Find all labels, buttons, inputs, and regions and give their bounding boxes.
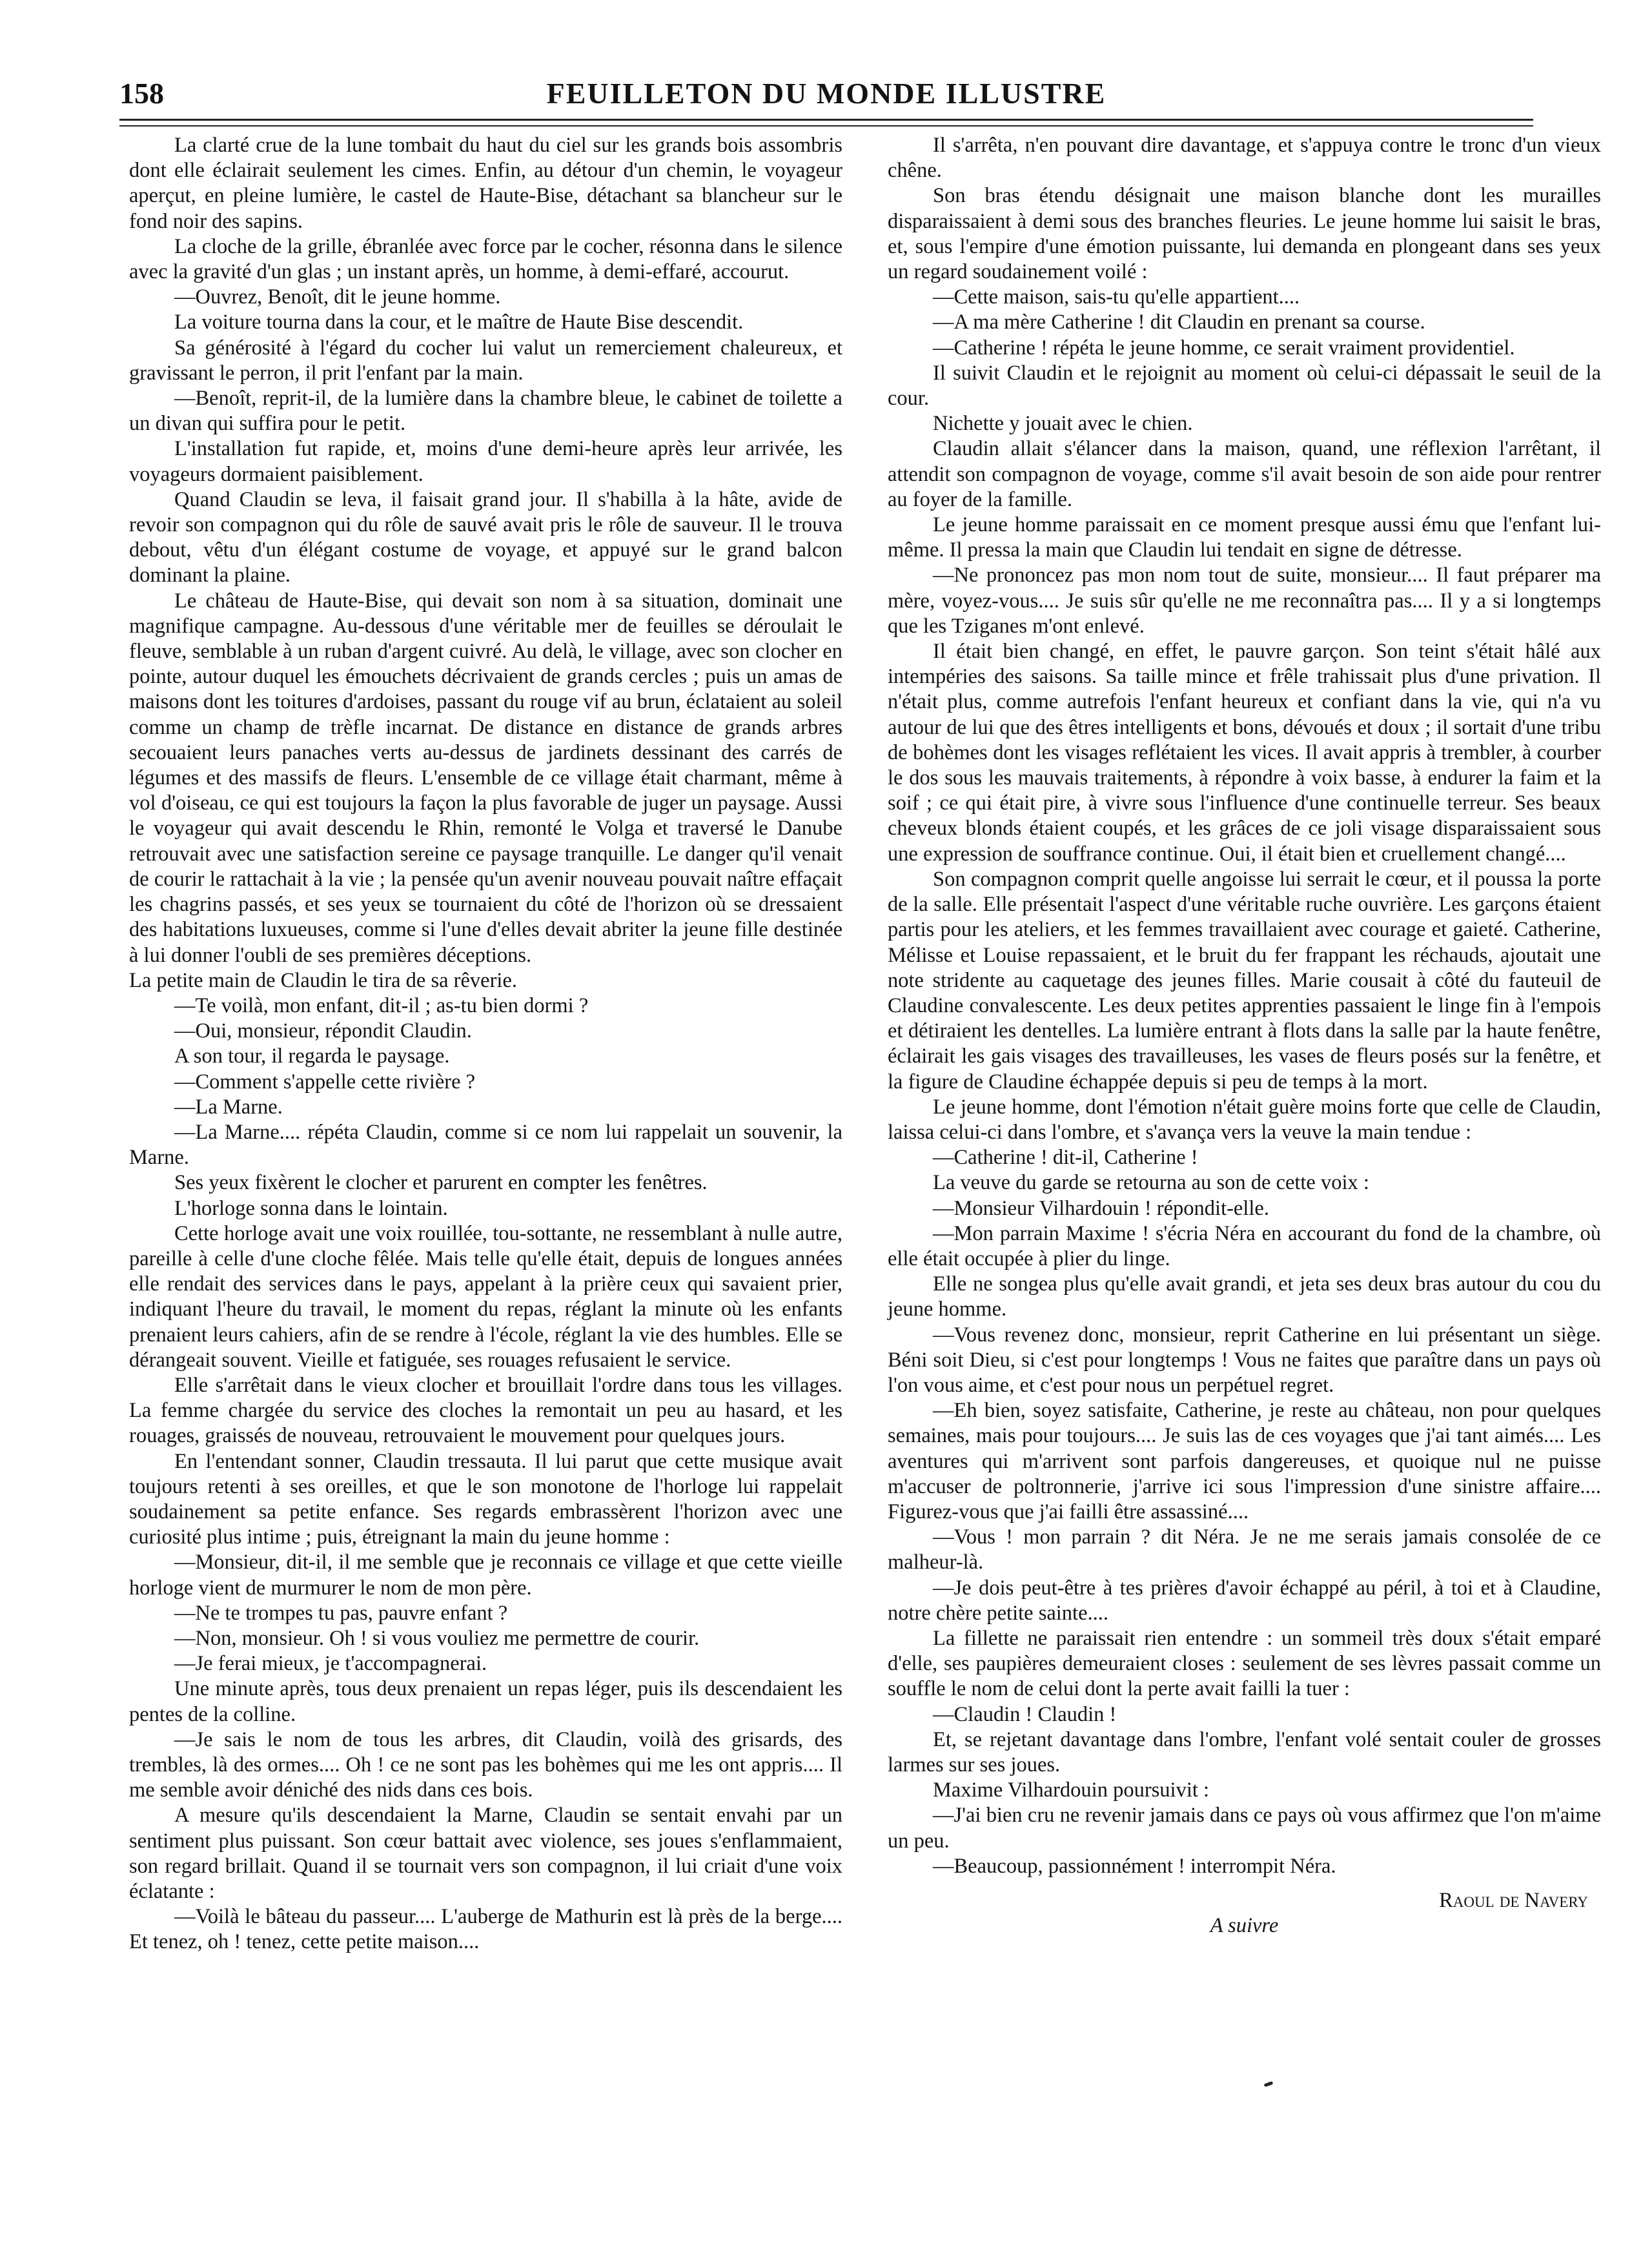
- paragraph: Sa générosité à l'égard du cocher lui valut un remerciement chaleureux, et gravissant le perron, il prit l'enfant par la main.: [129, 336, 842, 385]
- paragraph: Ses yeux fixèrent le clocher et parurent en compter les fenêtres.: [174, 1171, 708, 1195]
- paragraph: Et, se rejetant davantage dans l'ombre, l'enfant volé sentait couler de grosses larmes sur ses joues.: [888, 1727, 1601, 1776]
- paragraph: A mesure qu'ils descendaient la Marne, Claudin se sentait envahi par un sentiment plus puissant. Son cœur battait avec violence, ses joues s'enflammaient, son regard brillait. Quand il se tournait vers son compagnon, il lui criait d'une voix éclatante :: [129, 1804, 842, 1904]
- paragraph: L'horloge sonna dans le lointain.: [174, 1196, 448, 1220]
- paragraph: —Voilà le bâteau du passeur.... L'auberge de Mathurin est là près de la berge.... Et tenez, oh ! tenez, cette petite maison....: [129, 1905, 842, 1954]
- paragraph: A son tour, il regarda le paysage.: [174, 1044, 450, 1068]
- to-be-continued: A suivre: [1210, 1914, 1279, 1938]
- paragraph: Son compagnon comprit quelle angoisse lui serrait le cœur, et il poussa la porte de la salle. Elle présentait l'aspect d'une véritable ruche ouvrière. Les garçons étaient partis pour les ateliers, et les femmes travaillaient avec courage et gaieté. Catherine, Mélisse et Louise repassaient, et le bruit du fer frappant les réchauds, ajoutait une note stridente au caquetage des jeunes filles. Marie cousait à côté du fauteuil de Claudine convalescente. Les deux petites apprenties passaient le linge fin à l'empois et détiraient les dentelles. La lumière entrant à flots dans la salle par la haute fenêtre, éclairait les gais visages des travailleuses, les vases de fleurs posés sur la fenêtre, et la figure de Claudine échappée depuis si peu de temps à la mort.: [888, 867, 1601, 1094]
- paragraph: Quand Claudin se leva, il faisait grand jour. Il s'habilla à la hâte, avide de revoir son compagnon qui du rôle de sauvé avait pris le rôle de sauveur. Il le trouva debout, vêtu d'un élégant costume de voyage, et appuyé sur le grand balcon dominant la plaine.: [129, 487, 842, 587]
- paragraph: —La Marne.... répéta Claudin, comme si ce nom lui rappelait un souvenir, la Marne.: [129, 1120, 842, 1170]
- paragraph: —Benoît, reprit-il, de la lumière dans la chambre bleue, le cabinet de toilette a un divan qui suffira pour le petit.: [129, 387, 842, 436]
- paragraph: —Je dois peut-être à tes prières d'avoir échappé au péril, à toi et à Claudine, notre chère petite sainte....: [888, 1576, 1601, 1625]
- paragraph: —Vous revenez donc, monsieur, reprit Catherine en lui présentant un siège. Béni soit Dieu, si c'est pour longtemps ! Vous ne faites que paraître dans un pays où l'on vous aime, et c'est pour nous un perpétuel regret.: [888, 1323, 1601, 1397]
- paragraph: —Te voilà, mon enfant, dit-il ; as-tu bien dormi ?: [174, 993, 589, 1017]
- paragraph: Il suivit Claudin et le rejoignit au moment où celui-ci dépassait le seuil de la cour.: [888, 361, 1601, 411]
- paragraph: La clarté crue de la lune tombait du haut du ciel sur les grands bois assombris dont elle éclairait seulement les cimes. Enfin, au détour d'un chemin, le voyageur aperçut, en pleine lumière, le castel de Haute-Bise, détachant sa blancheur sur le fond noir des sapins.: [129, 134, 842, 233]
- paragraph: Il était bien changé, en effet, le pauvre garçon. Son teint s'était hâlé aux intempéries des saisons. Sa taille mince et frêle trahissait plus d'une privation. Il n'était plus, comme autrefois l'enfant heureux et confiant dans la vie, qui n'a vu autour de lui que des êtres intelligents et bons, dévoués et doux ; il sortait d'une tribu de bohèmes dont les visages reflétaient les vices. Il avait appris à trembler, à courber le dos sous les mauvais traitements, à répondre à voix basse, à endurer la faim et la soif ; ce qui était pire, à vivre sous l'influence d'une continuelle terreur. Ses beaux cheveux blonds étaient coupés, et les grâces de ce joli visage disparaissaient sous une expression de souffrance continue. Oui, il était bien et cruellement changé....: [888, 640, 1601, 866]
- paragraph: —Non, monsieur. Oh ! si vous vouliez me permettre de courir.: [174, 1626, 700, 1650]
- paragraph: La petite main de Claudin le tira de sa rêverie.: [129, 968, 517, 992]
- paragraph: Elle ne songea plus qu'elle avait grandi, et jeta ses deux bras autour du cou du jeune homme.: [888, 1272, 1601, 1321]
- paragraph: —Comment s'appelle cette rivière ?: [174, 1070, 476, 1094]
- paragraph: —Oui, monsieur, répondit Claudin.: [174, 1019, 472, 1043]
- paragraph: La cloche de la grille, ébranlée avec force par le cocher, résonna dans le silence avec la gravité d'un glas ; un instant après, un homme, à demi-effaré, accourut.: [129, 234, 842, 284]
- header-rule-double: [119, 125, 1533, 127]
- running-title: FEUILLETON DU MONDE ILLUSTRE: [546, 77, 1106, 110]
- paragraph: —Catherine ! répéta le jeune homme, ce serait vraiment providentiel.: [933, 336, 1515, 360]
- paragraph: —Monsieur Vilhardouin ! répondit-elle.: [933, 1196, 1269, 1220]
- paragraph: Le jeune homme paraissait en ce moment presque aussi ému que l'enfant lui-même. Il pressa la main que Claudin lui tendait en signe de détresse.: [888, 513, 1601, 562]
- left-column: [129, 133, 842, 2108]
- paragraph: —La Marne.: [174, 1095, 283, 1119]
- paragraph: —Je sais le nom de tous les arbres, dit Claudin, voilà des grisards, des trembles, là des ormes.... Oh ! ce ne sont pas les bohèmes qui me les ont appris.... Il me semble avoir déniché des nids dans ces bois.: [129, 1727, 842, 1802]
- paragraph: La veuve du garde se retourna au son de cette voix :: [933, 1171, 1369, 1195]
- page-header: [119, 76, 1533, 116]
- paragraph: Claudin allait s'élancer dans la maison, quand, une réflexion l'arrêtant, il attendit son compagnon de voyage, comme s'il avait besoin de son aide pour rentrer au foyer de la famille.: [888, 437, 1601, 511]
- paragraph: —Cette maison, sais-tu qu'elle appartient....: [933, 285, 1300, 309]
- paragraph: Le château de Haute-Bise, qui devait son nom à sa situation, dominait une magnifique campagne. Au-dessous d'une véritable mer de feuilles se déroulait le fleuve, semblable à un ruban d'argent cuivré. Au delà, le village, avec son clocher en pointe, autour duquel les émouchets décrivaient de grands cercles ; puis un amas de maisons dont les toitures d'ardoises, passant du rouge vif au brun, éclataient au soleil comme un champ de trèfle incarnat. De distance en distance de grands arbres secouaient leurs panaches verts au-dessus de jardinets dessinant des carrés de légumes et des massifs de fleurs. L'ensemble de ce village était charmant, même à vol d'oiseau, ce qui est toujours la façon la plus favorable de juger un paysage. Aussi le voyageur qui avait descendu le Rhin, remonté le Volga et traversé le Danube retrouvait avec une satisfaction sereine ce paysage tranquille. Le danger qu'il venait de courir le rattachait à la vie ; la pensée qu'un avenir nouveau pouvait naître effaçait les chagrins passés, et ses yeux se tournaient du côté de l'horizon où se dressaient des habitations luxueuses, comme si l'une d'elles devait abriter la jeune fille destinée à lui donner l'oubli de ses premières déceptions.: [129, 589, 842, 967]
- paragraph: —Ne te trompes tu pas, pauvre enfant ?: [174, 1601, 508, 1625]
- paragraph: Nichette y jouait avec le chien.: [933, 412, 1193, 436]
- paragraph: Il s'arrêta, n'en pouvant dire davantage, et s'appuya contre le tronc d'un vieux chêne.: [888, 134, 1601, 183]
- paragraph: La voiture tourna dans la cour, et le maître de Haute Bise descendit.: [174, 310, 744, 334]
- paragraph: —A ma mère Catherine ! dit Claudin en prenant sa course.: [933, 310, 1425, 334]
- paragraph: La fillette ne paraissait rien entendre : un sommeil très doux s'était emparé d'elle, ses paupières demeuraient closes : seulement de ses lèvres passait comme un souffle le nom de celui dont la perte avait failli la tuer :: [888, 1626, 1601, 1701]
- paragraph: —Je ferai mieux, je t'accompagnerai.: [174, 1652, 487, 1676]
- author-signature: Raoul de Navery: [1439, 1889, 1588, 1913]
- paragraph: —J'ai bien cru ne revenir jamais dans ce pays où vous affirmez que l'on m'aime un peu.: [888, 1804, 1601, 1853]
- paragraph: —Mon parrain Maxime ! s'écria Néra en accourant du fond de la chambre, où elle était occupée à plier du linge.: [888, 1221, 1601, 1270]
- header-rule: [119, 119, 1533, 121]
- paragraph: —Eh bien, soyez satisfaite, Catherine, je reste au château, non pour quelques semaines, mais pour toujours.... Je suis las de ces voyages que j'ai tant aimés.... Les aventures qui m'arrivent sont parfois dangereuses, et quoique nul ne puisse m'accuser de poltronnerie, j'arrive ici sous l'impression d'une sinistre affaire.... Figurez-vous que j'ai failli être assassiné....: [888, 1399, 1601, 1523]
- paragraph: Son bras étendu désignait une maison blanche dont les murailles disparaissaient à demi sous des branches fleuries. Le jeune homme lui saisit le bras, et, sous l'empire d'une émotion puissante, lui demanda en plongeant dans ses yeux un regard soudainement voilé :: [888, 184, 1601, 284]
- paragraph: Le jeune homme, dont l'émotion n'était guère moins forte que celle de Claudin, laissa celui-ci dans l'ombre, et s'avança vers la veuve la main tendue :: [888, 1095, 1601, 1144]
- paragraph: Elle s'arrêtait dans le vieux clocher et brouillait l'ordre dans tous les villages. La femme chargée du service des cloches la remontait un peu au hasard, et les rouages, graissés de nouveau, retrouvaient le mouvement pour quelques jours.: [129, 1373, 842, 1448]
- paragraph: Cette horloge avait une voix rouillée, tou-sottante, ne ressemblant à nulle autre, pareille à celle d'une cloche fêlée. Mais telle qu'elle était, depuis de longues années elle rendait des services dans le pays, appelant à la prière ceux qui savaient prier, indiquant l'heure du travail, le moment du repas, réglant la minute où les enfants prenaient leurs cahiers, afin de se rendre à l'école, réglant la vie des humbles. Elle se dérangeait souvent. Vieille et fatiguée, ses rouages refusaient le service.: [129, 1221, 842, 1372]
- paragraph: —Claudin ! Claudin !: [933, 1702, 1117, 1726]
- paragraph: —Catherine ! dit-il, Catherine !: [933, 1146, 1198, 1170]
- paragraph: L'installation fut rapide, et, moins d'une demi-heure après leur arrivée, les voyageurs dormaient paisiblement.: [129, 437, 842, 486]
- paragraph: —Monsieur, dit-il, il me semble que je reconnais ce village et que cette vieille horloge vient de murmurer le nom de mon père.: [129, 1551, 842, 1600]
- paragraph: —Beaucoup, passionnément ! interrompit Néra.: [933, 1854, 1336, 1878]
- paragraph: En l'entendant sonner, Claudin tressauta. Il lui parut que cette musique avait toujours retenti à ses oreilles, et que le son monotone de l'horloge lui rappelait soudainement sa petite enfance. Ses regards embrassèrent l'horizon avec une curiosité plus intime ; puis, étreignant la main du jeune homme :: [129, 1449, 842, 1549]
- paragraph: Maxime Vilhardouin poursuivit :: [933, 1778, 1210, 1802]
- paragraph: —Vous ! mon parrain ? dit Néra. Je ne me serais jamais consolée de ce malheur-là.: [888, 1525, 1601, 1574]
- paragraph: —Ne prononcez pas mon nom tout de suite, monsieur.... Il faut préparer ma mère, voyez-vous.... Je suis sûr qu'elle ne me reconnaîtra pas.... Il y a si longtemps que les Tziganes m'ont enlevé.: [888, 564, 1601, 638]
- paragraph: Une minute après, tous deux prenaient un repas léger, puis ils descendaient les pentes de la colline.: [129, 1677, 842, 1726]
- paragraph: —Ouvrez, Benoît, dit le jeune homme.: [174, 285, 501, 309]
- page-number: 158: [119, 77, 164, 110]
- right-column: [888, 133, 1601, 2108]
